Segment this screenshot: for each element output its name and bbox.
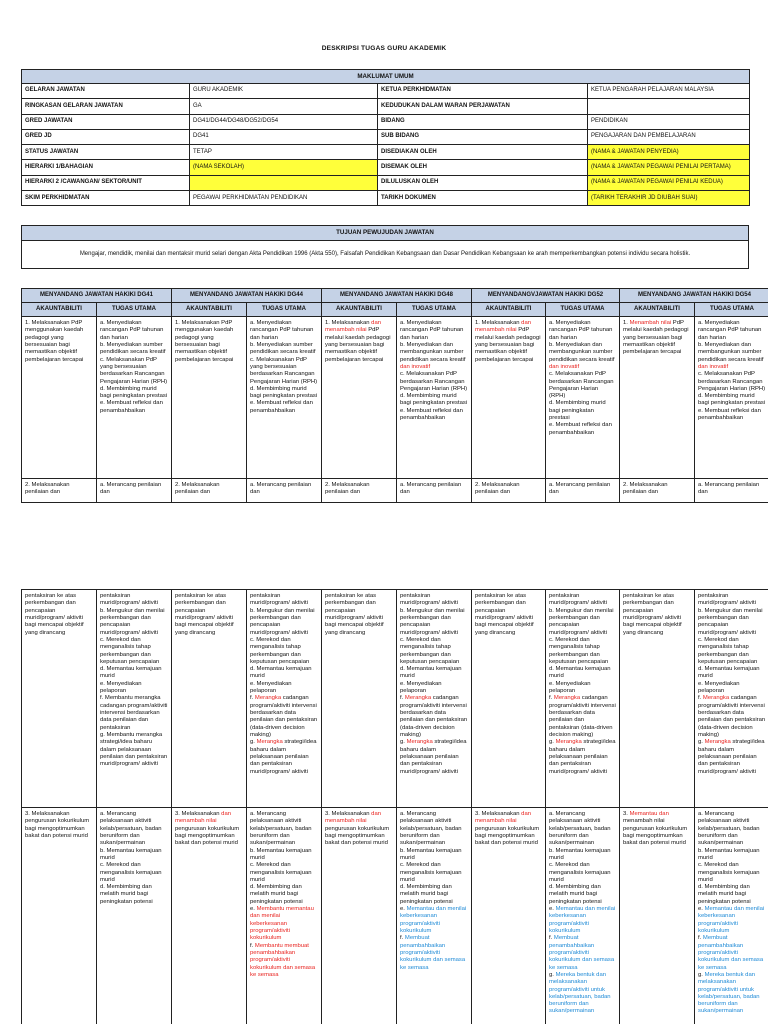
grade-header-dg52: MENYANDANGVJAWATAN HAKIKI DG52 — [472, 289, 620, 303]
tugas-utama-header: TUGAS UTAMA — [695, 303, 768, 317]
field-label: RINGKASAN GELARAN JAWATAN — [22, 99, 190, 114]
table-row — [22, 175, 750, 190]
field-value-highlight — [190, 175, 378, 190]
duty-cell: a. Menyediakan rancangan PdP tahunan dan harian b. Menyediakan dan membangunkan sumber pendidikan secara kreatif dan inovatif c. Melaksanakan PdP berdasarkan Rancangan Pengajaran Harian (RPH) d. Membimbing murid bagi peningkatan prestasi e. Membuat refleksi dan penambahbaikan — [397, 317, 472, 479]
grade-header-dg41: MENYANDANG JAWATAN HAKIKI DG41 — [22, 289, 172, 303]
duty-cell: pentaksiran murid/program/ aktiviti b. Mengukur dan menilai perkembangan dan pencapaian murid/program/ aktiviti c. Merekod dan menganalisis tahap perkembangan dan keputusan pencapaian d. Memantau kemajuan murid e. Menyediakan pelaporan f. Merangka cadangan program/aktiviti intervensi berdasarkan data penilaian dan pentaksiran (data-driven decision making) g. Merangka strategi/idea baharu dalam pelaksanaan penilaian dan pentaksiran murid/program/ aktiviti — [247, 590, 322, 808]
field-label: HIERARKI 1/BAHAGIAN — [22, 160, 190, 175]
field-label: GELARAN JAWATAN — [22, 84, 190, 99]
accountability-table-part1 — [21, 288, 768, 503]
tugas-utama-header: TUGAS UTAMA — [397, 303, 472, 317]
field-value: PENDIDIKAN — [588, 114, 750, 129]
accountability-cell: 1. Melaksanakan dan menambah nilai PdP melalui kaedah pedagogi yang bersesuaian bagi memastikan objektif pembelajaran tercapai — [472, 317, 546, 479]
duty-cell: a. Merancang pelaksanaan aktiviti kelab/persatuan, badan beruniform dan sukan/permainan b. Memantau kemajuan murid c. Merekod dan menganalisis kemajuan murid d. Membimbing dan melatih murid bagi peningkatan potensi — [97, 808, 172, 1024]
field-label: GRED JAWATAN — [22, 114, 190, 129]
field-label: HIERARKI 2 /CAWANGAN/ SEKTOR/UNIT — [22, 175, 190, 190]
tugas-utama-header: TUGAS UTAMA — [97, 303, 172, 317]
duty-cell: a. Merancang penilaian dan — [247, 479, 322, 503]
field-label: SKIM PERKHIDMATAN — [22, 191, 190, 206]
duty-cell: a. Merancang pelaksanaan aktiviti kelab/persatuan, badan beruniform dan sukan/permainan b. Memantau kemajuan murid c. Merekod dan menganalisis kemajuan murid d. Membimbing dan melatih murid bagi peningkatan potensi e. Memantau dan menilai keberkesanan program/aktiviti kokurikulum f. Membuat penambahbaikan program/aktiviti kokurikulum dan semasa ke semasa g. Mereka bentuk dan melaksanakan program/aktiviti untuk kelab/persatuan, badan beruniform dan sukan/permainan — [546, 808, 620, 1024]
duty-cell: a. Merancang penilaian dan — [97, 479, 172, 503]
accountability-cell: 2. Melaksanakan penilaian dan — [472, 479, 546, 503]
field-label: SUB BIDANG — [378, 129, 588, 144]
accountability-cell: 2. Melaksanakan penilaian dan — [620, 479, 695, 503]
akauntabiliti-header: AKAUNTABILITI — [620, 303, 695, 317]
field-label: DISEMAK OLEH — [378, 160, 588, 175]
duty-cell: a. Merancang penilaian dan — [397, 479, 472, 503]
accountability-cell: 3. Melaksanakan dan menambah nilai pengurusan kokurikulum bagi mengoptimumkan bakat dan potensi murid — [472, 808, 546, 1024]
maklumat-umum-header: MAKLUMAT UMUM — [22, 70, 750, 84]
accountability-table-part2 — [21, 589, 768, 1024]
tujuan-header: TUJUAN PEWUJUDAN JAWATAN — [22, 226, 749, 241]
table-row — [22, 590, 768, 808]
field-label: GRED JD — [22, 129, 190, 144]
duty-cell: pentaksiran murid/program/ aktiviti b. Mengukur dan menilai perkembangan dan pencapaian murid/program/ aktiviti c. Merekod dan menganalisis tahap perkembangan dan keputusan pencapaian d. Memantau kemajuan murid e. Menyediakan pelaporan f. Membantu merangka cadangan program/aktiviti intervensi berdasarkan data penilaian dan pentaksiran g. Membantu merangka strategi/idea baharu dalam pelaksanaan penilaian dan pentaksiran murid/program/ aktiviti — [97, 590, 172, 808]
accountability-cell: 1. Melaksanakan PdP menggunakan kaedah pedagogi yang bersesuaian bagi memastikan objektif pembelajaran tercapai — [172, 317, 247, 479]
field-value: GA — [190, 99, 378, 114]
akauntabiliti-header: AKAUNTABILITI — [322, 303, 397, 317]
field-value: DG41 — [190, 129, 378, 144]
akauntabiliti-header: AKAUNTABILITI — [22, 303, 97, 317]
table-row — [22, 808, 768, 1024]
accountability-cell: pentaksiran ke atas perkembangan dan pencapaian murid/program/ aktiviti bagi mencapai objektif yang dirancang — [620, 590, 695, 808]
duty-cell: a. Menyediakan rancangan PdP tahunan dan harian b. Menyediakan sumber pendidikan secara kreatif c. Melaksanakan PdP yang bersesuaian berdasarkan Rancangan Pengajaran Harian (RPH) d. Membimbing murid bagi peningkatan prestasi e. Membuat refleksi dan penambahbaikan — [97, 317, 172, 479]
table-row — [22, 84, 750, 99]
duty-cell: a. Merancang penilaian dan — [546, 479, 620, 503]
accountability-cell: pentaksiran ke atas perkembangan dan pencapaian murid/program/ aktiviti bagi mencapai objektif yang dirancang — [322, 590, 397, 808]
accountability-cell: 1. Menambah nilai PdP melalui kaedah pedagogi yang bersesuaian bagi memastikan objektif pembelajaran tercapai — [620, 317, 695, 479]
accountability-cell: 3. Melaksanakan pengurusan kokurikulum bagi mengoptimumkan bakat dan potensi murid — [22, 808, 97, 1024]
field-value: KETUA PENGARAH PELAJARAN MALAYSIA — [588, 84, 750, 99]
accountability-cell: pentaksiran ke atas perkembangan dan pencapaian murid/program/ aktiviti bagi mencapai objektif yang dirancang — [172, 590, 247, 808]
table-row — [22, 99, 750, 114]
table-row — [22, 129, 750, 144]
duty-cell: pentaksiran murid/program/ aktiviti b. Mengukur dan menilai perkembangan dan pencapaian murid/program/ aktiviti c. Merekod dan menganalisis tahap perkembangan dan keputusan pencapaian d. Memantau kemajuan murid e. Menyediakan pelaporan f. Merangka cadangan program/aktiviti intervensi berdasarkan data penilaian dan pentaksiran (data-driven decision making) g. Merangka strategi/idea baharu dalam pelaksanaan penilaian dan pentaksiran murid/program/ aktiviti — [695, 590, 768, 808]
table-row — [22, 191, 750, 206]
accountability-cell: 2. Melaksanakan penilaian dan — [22, 479, 97, 503]
tugas-utama-header: TUGAS UTAMA — [546, 303, 620, 317]
duty-cell: a. Merancang pelaksanaan aktiviti kelab/persatuan, badan beruniform dan sukan/permainan b. Memantau kemajuan murid c. Merekod dan menganalisis kemajuan murid d. Membimbing dan melatih murid bagi peningkatan potensi e. Membantu memantau dan menilai keberkesanan program/aktiviti kokurikulum f. Membantu membuat penambahbaikan program/aktiviti kokurikulum dan semasa ke semasa — [247, 808, 322, 1024]
accountability-cell: 3. Melaksanakan dan menambah nilai pengurusan kokurikulum bagi mengoptimumkan bakat dan potensi murid — [322, 808, 397, 1024]
field-value-highlight: (TARIKH TERAKHIR JD DIUBAH SUAI) — [588, 191, 750, 206]
duty-cell: pentaksiran murid/program/ aktiviti b. Mengukur dan menilai perkembangan dan pencapaian murid/program/ aktiviti c. Merekod dan menganalisis tahap perkembangan dan keputusan pencapaian d. Memantau kemajuan murid e. Menyediakan pelaporan f. Merangka cadangan program/aktiviti intervensi berdasarkan data penilaian dan pentaksiran (data-driven decision making) g. Merangka strategi/idea baharu dalam pelaksanaan penilaian dan pentaksiran murid/program/ aktiviti — [397, 590, 472, 808]
duty-cell: a. Merancang penilaian dan — [695, 479, 768, 503]
tujuan-table — [21, 225, 749, 269]
tugas-utama-header: TUGAS UTAMA — [247, 303, 322, 317]
duty-cell: a. Menyediakan rancangan PdP tahunan dan harian b. Menyediakan dan membangunkan sumber pendidikan secara kreatif dan inovatif c. Melaksanakan PdP berdasarkan Rancangan Pengajaran Harian (RPH) d. Membimbing murid bagi peningkatan prestasi e. Membuat refleksi dan penambahbaikan — [546, 317, 620, 479]
accountability-cell: pentaksiran ke atas perkembangan dan pencapaian murid/program/ aktiviti bagi mencapai objektif yang dirancang — [472, 590, 546, 808]
maklumat-umum-table — [21, 69, 750, 206]
field-value-highlight: (NAMA & JAWATAN PEGAWAI PENILAI PERTAMA) — [588, 160, 750, 175]
table-row — [22, 145, 750, 160]
duty-cell: pentaksiran murid/program/ aktiviti b. Mengukur dan menilai perkembangan dan pencapaian murid/program/ aktiviti c. Merekod dan menganalisis tahap perkembangan dan keputusan pencapaian d. Memantau kemajuan murid e. Menyediakan pelaporan f. Merangka cadangan program/aktiviti intervensi berdasarkan data penilaian dan pentaksiran (data-driven decision making) g. Merangka strategi/idea baharu dalam pelaksanaan penilaian dan pentaksiran murid/program/ aktiviti — [546, 590, 620, 808]
document-title: DESKRIPSI TUGAS GURU AKADEMIK — [321, 45, 447, 52]
field-value: PENGAJARAN DAN PEMBELAJARAN — [588, 129, 750, 144]
grade-header-dg48: MENYANDANG JAWATAN HAKIKI DG48 — [322, 289, 472, 303]
duty-cell: a. Merancang pelaksanaan aktiviti kelab/persatuan, badan beruniform dan sukan/permainan b. Memantau kemajuan murid c. Merekod dan menganalisis kemajuan murid d. Membimbing dan melatih murid bagi peningkatan potensi e. Memantau dan menilai keberkesanan program/aktiviti kokurikulum f. Membuat penambahbaikan program/aktiviti kokurikulum dan semasa ke semasa — [397, 808, 472, 1024]
field-label: DISEDIAKAN OLEH — [378, 145, 588, 160]
field-value: TETAP — [190, 145, 378, 160]
accountability-cell: 1. Melaksanakan dan menambah nilai PdP melalui kaedah pedagogi yang bersesuaian bagi memastikan objektif pembelajaran tercapai — [322, 317, 397, 479]
accountability-cell: 2. Melaksanakan penilaian dan — [172, 479, 247, 503]
field-label: STATUS JAWATAN — [22, 145, 190, 160]
field-value: GURU AKADEMIK — [190, 84, 378, 99]
grade-header-dg44: MENYANDANG JAWATAN HAKIKI DG44 — [172, 289, 322, 303]
field-value-highlight: (NAMA & JAWATAN PENYEDIA) — [588, 145, 750, 160]
field-value — [588, 99, 750, 114]
field-value-highlight: (NAMA SEKOLAH) — [190, 160, 378, 175]
field-value-highlight: (NAMA & JAWATAN PEGAWAI PENILAI KEDUA) — [588, 175, 750, 190]
accountability-cell: 3. Melaksanakan dan menambah nilai pengurusan kokurikulum bagi mengoptimumkan bakat dan potensi murid — [172, 808, 247, 1024]
table-row — [22, 479, 768, 503]
field-label: KEDUDUKAN DALAM WARAN PERJAWATAN — [378, 99, 588, 114]
accountability-cell: 3. Memantau dan menambah nilai pengurusan kokurikulum bagi mengoptimumkan bakat dan potensi murid — [620, 808, 695, 1024]
field-value: PEGAWAI PERKHIDMATAN PENDIDIKAN — [190, 191, 378, 206]
field-label: BIDANG — [378, 114, 588, 129]
duty-cell: a. Menyediakan rancangan PdP tahunan dan harian b. Menyediakan sumber pendidikan secara kreatif c. Melaksanakan PdP yang bersesuaian berdasarkan Rancangan Pengajaran Harian (RPH) d. Membimbing murid bagi peningkatan prestasi e. Membuat refleksi dan penambahbaikan — [247, 317, 322, 479]
akauntabiliti-header: AKAUNTABILITI — [172, 303, 247, 317]
accountability-cell: 1. Melaksanakan PdP menggunakan kaedah pedagogi yang bersesuaian bagi memastikan objektif pembelajaran tercapai — [22, 317, 97, 479]
duty-cell: a. Menyediakan rancangan PdP tahunan dan harian b. Menyediakan dan membangunkan sumber pendidikan secara kreatif dan inovatif c. Melaksanakan PdP berdasarkan Rancangan Pengajaran Harian (RPH) d. Membimbing murid bagi peningkatan prestasi e. Membuat refleksi dan penambahbaikan — [695, 317, 768, 479]
field-label: TARIKH DOKUMEN — [378, 191, 588, 206]
table-row — [22, 317, 768, 479]
akauntabiliti-header: AKAUNTABILITI — [472, 303, 546, 317]
field-label: KETUA PERKHIDMATAN — [378, 84, 588, 99]
field-label: DILULUSKAN OLEH — [378, 175, 588, 190]
tujuan-text: Mengajar, mendidik, menilai dan mentaksir murid selari dengan Akta Pendidikan 1996 (Akta 550), Falsafah Pendidikan Kebangsaan dan Dasar Pendidikan Kebangsaan ke arah memperkembangkan potensi individu secara holistik. — [22, 241, 749, 269]
table-row — [22, 160, 750, 175]
field-value: DG41/DG44/DG48/DG52/DG54 — [190, 114, 378, 129]
accountability-cell: pentaksiran ke atas perkembangan dan pencapaian murid/program/ aktiviti bagi mencapai objektif yang dirancang — [22, 590, 97, 808]
accountability-cell: 2. Melaksanakan penilaian dan — [322, 479, 397, 503]
table-row — [22, 114, 750, 129]
grade-header-dg54: MENYANDANG JAWATAN HAKIKI DG54 — [620, 289, 768, 303]
duty-cell: a. Merancang pelaksanaan aktiviti kelab/persatuan, badan beruniform dan sukan/permainan b. Memantau kemajuan murid c. Merekod dan menganalisis kemajuan murid d. Membimbing dan melatih murid bagi peningkatan potensi e. Memantau dan menilai keberkesanan program/aktiviti kokurikulum f. Membuat penambahbaikan program/aktiviti kokurikulum dan semasa ke semasa g. Mereka bentuk dan melaksanakan program/aktiviti untuk kelab/persatuan, badan beruniform dan sukan/permainan — [695, 808, 768, 1024]
